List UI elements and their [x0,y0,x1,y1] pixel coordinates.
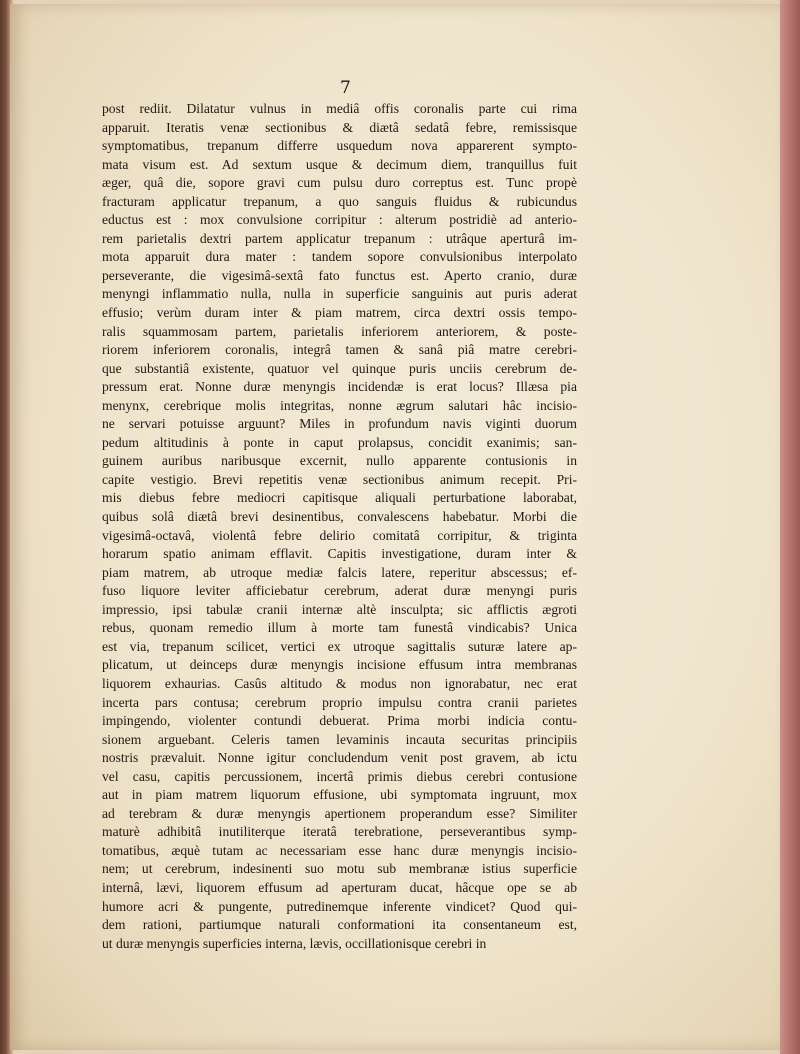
text-line: sionem arguebant. Celeris tamen levaminis incauta securitas principiis [102,731,577,747]
text-line: tomatibus, æquè tutam ac necessariam esse hanc duræ menyngis incisio- [102,842,577,858]
text-line: guinem auribus naribusque excernit, nullo apparente contusionis in [102,453,577,469]
text-line: æger, quâ die, sopore gravi cum pulsu duro correptus est. Tunc propè [102,175,577,191]
text-line: liquorem exhaurias. Casûs altitudo & modus non ignorabatur, nec erat [102,675,577,691]
text-line: vel casu, capitis percussionem, incertâ primis diebus cerebri contusione [102,768,577,784]
text-line: ralis squammosam partem, parietalis inferiorem anteriorem, & poste- [102,323,577,339]
text-line: fracturam applicatur trepanum, a quo sanguis fluidus & rubicundus [102,193,577,209]
text-line: rem parietalis dextri partem applicatur trepanum : utrâque aperturâ im- [102,230,577,246]
text-line: menyngi inflammatio nulla, nulla in superficie sanguinis aut puris aderat [102,286,577,302]
text-line: mata visum est. Ad sextum usque & decimum diem, tranquillus fuit [102,156,577,172]
text-line: fuso liquore leviter afficiebatur cerebrum, aderat duræ menyngi puris [102,583,577,599]
text-line: internâ, lævi, liquorem effusum ad aperturam ducat, hâcque ope se ab [102,879,577,895]
text-line: plicatum, ut deinceps duræ menyngis incisione effusum intra membranas [102,657,577,673]
text-line: aut in piam matrem liquorum effusione, ubi symptomata ingruunt, mox [102,787,577,803]
text-line: impressio, ipsi tabulæ cranii internæ altè insculpta; sic afflictis ægroti [102,601,577,617]
text-line: dem rationi, partiumque naturali conformationi ita consentaneum est, [102,917,577,933]
text-line: ad terebram & duræ menyngis apertionem properandum esse? Similiter [102,805,577,821]
text-line: impingendo, violenter contundi debuerat. Prima morbi indicia contu- [102,713,577,729]
text-line: ne servari potuisse arguunt? Miles in profundum navis viginti duorum [102,416,577,432]
text-line: nem; ut cerebrum, indesinenti suo motu sub membranæ istius superficie [102,861,577,877]
page-sheet [10,4,780,1050]
text-line: post rediit. Dilatatur vulnus in mediâ offis coronalis parte cui rima [102,101,577,116]
text-line: incerta pars contusa; cerebrum proprio impulsu contra cranii parietes [102,694,577,710]
text-line: pressum erat. Nonne duræ menyngis incidendæ is erat locus? Illæsa pia [102,379,577,395]
text-line: nostris prævaluit. Nonne igitur concludendum venit post gravem, ab ictu [102,750,577,766]
text-line: mis diebus febre mediocri capitisque aliquali perturbatione laborabat, [102,490,577,506]
text-line: mota apparuit dura mater : tandem sopore convulsionibus interpolato [102,249,577,265]
text-line: pedum altitudinis à ponte in caput prolapsus, concidit exanimis; san- [102,434,577,450]
text-line: maturè adhibitâ inutiliterque iteratâ terebratione, perseverantibus symp- [102,824,577,840]
text-line: eductus est : mox convulsione corripitur : alterum postridiè ad anterio- [102,212,577,228]
text-line: effusio; verùm duram inter & piam matrem, circa dextri ossis tempo- [102,305,577,321]
page-right-edge [780,0,800,1054]
text-line: rebus, quonam remedio illum à morte tam funestâ vindicabis? Unica [102,620,577,636]
text-line: est via, trepanum scilicet, vertici ex utroque sagittalis suturæ latere ap- [102,638,577,654]
text-line: vigesimâ-octavâ, violentâ febre delirio comitatâ corripitur, & triginta [102,527,577,543]
page-number: 7 [340,78,351,98]
text-line: humore acri & pungente, putredinemque inferente vindicet? Quod qui- [102,898,577,914]
text-line: riorem inferiorem coronalis, integrâ tamen & sanâ piâ matre cerebri- [102,342,577,358]
text-line: apparuit. Iteratis venæ sectionibus & diætâ sedatâ febre, remissisque [102,119,577,135]
text-line: horarum spatio animam efflavit. Capitis investigatione, duram inter & [102,546,577,562]
text-line: capite vestigio. Brevi repetitis venæ sectionibus animum recepit. Pri- [102,471,577,487]
text-line: menynx, cerebrique molis integritas, nonne ægrum salutari hâc incisio- [102,397,577,413]
text-line: perseverante, die vigesimâ-sextâ fato functus est. Aperto cranio, duræ [102,267,577,283]
text-line: symptomatibus, trepanum differre usquedum nova apparerent sympto- [102,138,577,154]
text-line: ut duræ menyngis superficies interna, lævis, occillationisque cerebri in [102,935,487,951]
text-line: quibus solâ diætâ brevi desinentibus, convalescens habebatur. Morbi die [102,509,577,525]
body-text [102,100,577,953]
text-line: piam matrem, ab utroque mediæ falcis latere, reperitur abscessus; ef- [102,564,577,580]
text-line: que substantiâ existente, quatuor vel quinque puris unciis cerebrum de- [102,360,577,376]
